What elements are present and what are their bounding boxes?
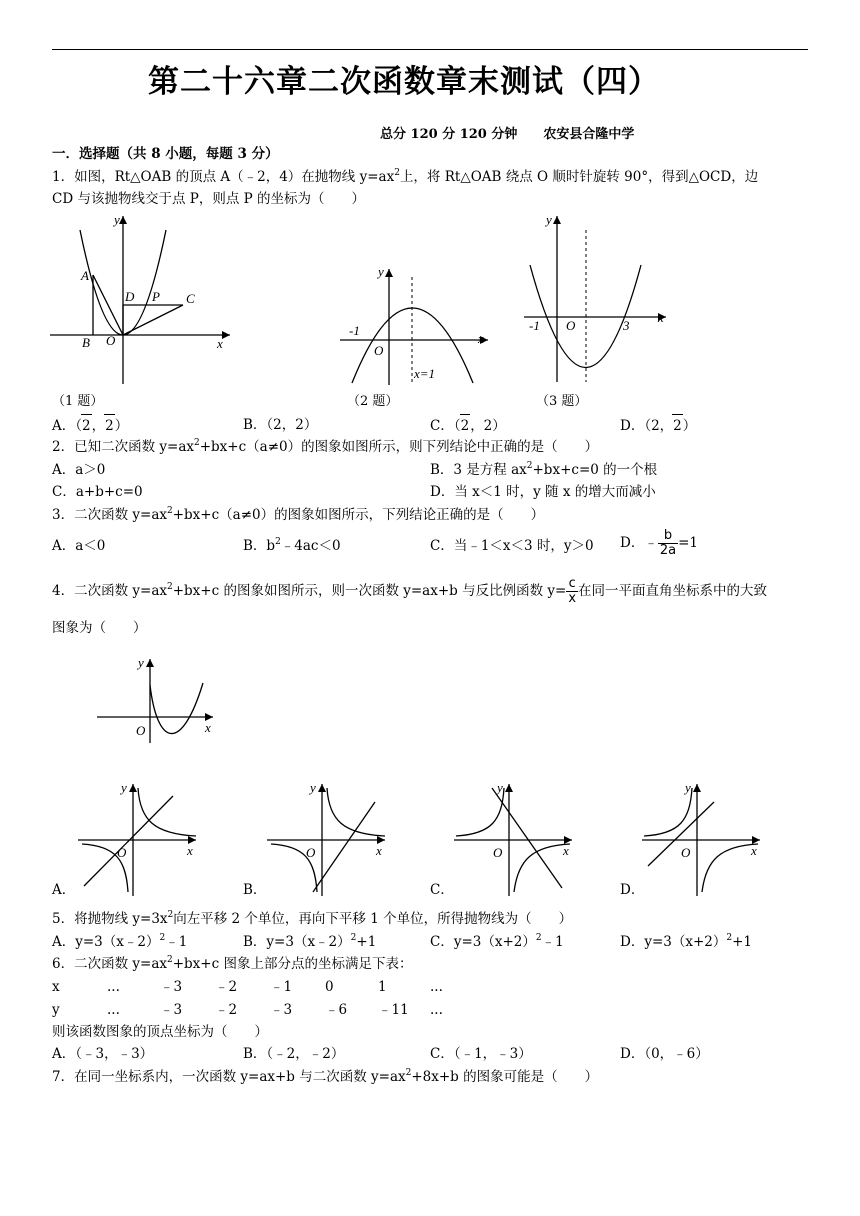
- fig4-origin: O: [136, 723, 146, 738]
- q2-option-b[interactable]: B．3 是方程 $ax^2+bx+c=0$ 的一个根: [430, 461, 658, 478]
- q4-stem: 4．二次函数 $y=ax^2+bx+c$ 的图象如图所示，则一次函数 y=ax+b 与反比例函数 y= $\frac{c}{x}$ 在同一平面直角坐标系中的大致: [52, 576, 768, 606]
- q1-option-c[interactable]: C．（2，2）: [430, 414, 506, 437]
- q5-option-d[interactable]: D．$y=3(x+2)^2+1$: [620, 933, 753, 950]
- q1-option-d[interactable]: D．（2，2）: [620, 414, 696, 437]
- fig3-minus-one: -1: [529, 318, 540, 333]
- q4-figure-d: [640, 780, 768, 898]
- fig2-axis-label: x=1: [414, 366, 436, 381]
- figure-q3: [520, 210, 672, 388]
- table-cell: ...: [107, 1002, 120, 1018]
- q4-option-c[interactable]: C．: [430, 882, 454, 898]
- q6-option-c[interactable]: C．（﹣1，﹣3）: [430, 1046, 532, 1062]
- q3-stem: 3．二次函数 $y=ax^2+bx+c(a\ne 0)$的图象如图所示，下列结论正确的是（ ）: [52, 506, 545, 523]
- q1-option-a[interactable]: A．（2，2）: [52, 414, 128, 437]
- figure-q1: [50, 212, 240, 390]
- table-cell: ﹣3: [270, 1002, 293, 1018]
- q4-figure-b: [265, 780, 393, 898]
- svg-text:x: x: [563, 843, 569, 858]
- figure-caption-1: （1 题）: [52, 394, 104, 409]
- q1-stem-line1: 1．如图，Rt△OAB 的顶点 A（﹣2，4）在抛物线 $y=ax^2$上，将 Rt△OAB 绕点 O 顺时针旋转 90°，得到△OCD，边: [52, 168, 759, 185]
- fig4-y-label: y: [138, 655, 144, 670]
- q3-option-b[interactable]: B．$b^2﹣4ac<0$: [243, 537, 341, 554]
- svg-text:y: y: [310, 780, 316, 795]
- q5-option-c[interactable]: C．$y=3(x+2)^2﹣1$: [430, 933, 564, 950]
- q4-option-a[interactable]: A．: [52, 882, 76, 898]
- q6-option-b[interactable]: B．（﹣2，﹣2）: [243, 1046, 345, 1062]
- svg-text:y: y: [497, 780, 503, 795]
- svg-text:O: O: [681, 845, 691, 860]
- page-title: 第二十六章二次函数章末测试（四）: [148, 64, 660, 100]
- fig2-minus-one: -1: [349, 323, 360, 338]
- table-cell: ﹣3: [160, 979, 183, 995]
- fig1-x-label: x: [217, 336, 223, 351]
- fig3-y-label: y: [546, 212, 552, 227]
- q3-option-a[interactable]: A．a＜0: [52, 538, 106, 554]
- table-cell: y: [52, 1002, 60, 1018]
- q1-option-b[interactable]: B．（2，2）: [243, 417, 318, 433]
- q2-option-a[interactable]: A．a＞0: [52, 462, 106, 478]
- table-cell: 0: [325, 979, 334, 995]
- table-cell: 1: [378, 979, 387, 995]
- table-cell: ﹣1: [270, 979, 293, 995]
- q2-option-c[interactable]: C．a+b+c=0: [52, 484, 143, 500]
- q3-option-d[interactable]: D．﹣ $\frac{b}{2a}$ =1: [620, 528, 698, 558]
- fig2-origin: O: [374, 343, 384, 358]
- fig2-x-label: x: [478, 331, 484, 346]
- table-cell: ...: [430, 1002, 443, 1018]
- fig3-origin: O: [566, 318, 576, 333]
- q6-option-d[interactable]: D．（0，﹣6）: [620, 1046, 709, 1062]
- fig1-point-C: C: [186, 291, 195, 306]
- q6-table: [52, 976, 472, 1022]
- figure-q4: [95, 655, 220, 745]
- svg-text:O: O: [493, 845, 503, 860]
- q1-stem-line2: CD 与该抛物线交于点 P，则点 P 的坐标为（ ）: [52, 191, 365, 207]
- q5-option-a[interactable]: A．y=3（x﹣2）$^2$﹣1: [52, 933, 188, 950]
- figure-caption-2: （2 题）: [347, 394, 399, 409]
- school-name: 农安县合隆中学: [543, 127, 635, 142]
- q6-option-a[interactable]: A．（﹣3，﹣3）: [52, 1046, 154, 1062]
- table-cell: ﹣6: [325, 1002, 348, 1018]
- exam-total: 总分 120 分 120 分钟: [380, 127, 518, 142]
- fig1-point-P: P: [152, 289, 160, 304]
- fig1-point-D: D: [125, 289, 135, 304]
- fig3-x-label: x: [658, 310, 664, 325]
- q5-stem: 5．将抛物线 $y=3x^2$向左平移 2 个单位，再向下平移 1 个单位，所得抛物线为（ ）: [52, 910, 573, 927]
- q4-option-d[interactable]: D．: [620, 882, 645, 898]
- q3-option-c[interactable]: C．当﹣1＜x＜3 时，y＞0: [430, 538, 594, 554]
- fig2-y-label: y: [378, 264, 384, 279]
- svg-text:x: x: [376, 843, 382, 858]
- table-cell: ﹣3: [160, 1002, 183, 1018]
- table-cell: ﹣2: [215, 979, 238, 995]
- fig1-y-label: y: [114, 212, 120, 227]
- q7-stem: 7．在同一坐标系内，一次函数 y=ax+b 与二次函数 $y=ax^2+8x+b$ 的图象可能是（ ）: [52, 1068, 599, 1085]
- svg-text:y: y: [685, 780, 691, 795]
- figure-caption-3: （3 题）: [536, 394, 588, 409]
- q5-option-b[interactable]: B．y=3（x﹣2）$^2$+1: [243, 933, 377, 950]
- table-cell: ﹣11: [378, 1002, 409, 1018]
- svg-text:O: O: [117, 845, 127, 860]
- table-cell: x: [52, 979, 60, 995]
- fig3-three: 3: [623, 318, 630, 333]
- q2-option-d[interactable]: D．当 x＜1 时，y 随 x 的增大而减小: [430, 484, 656, 500]
- q6-ask: 则该函数图象的顶点坐标为（ ）: [52, 1024, 268, 1040]
- fig4-x-label: x: [205, 720, 211, 735]
- exam-meta: [380, 123, 660, 142]
- table-cell: ...: [430, 979, 443, 995]
- svg-text:y: y: [121, 780, 127, 795]
- q4-option-b[interactable]: B．: [243, 882, 267, 898]
- q6-stem: 6．二次函数 $y=ax^2+bx+c$ 图象上部分点的坐标满足下表：: [52, 955, 413, 972]
- svg-text:x: x: [751, 843, 757, 858]
- fig1-origin: O: [106, 333, 116, 348]
- q4-stem-line2: 图象为（ ）: [52, 620, 147, 636]
- svg-text:x: x: [187, 843, 193, 858]
- q4-figure-c: [452, 780, 580, 898]
- top-rule: [52, 49, 808, 50]
- section-heading: 一．选择题（共 8 小题，每题 3 分）: [52, 146, 279, 162]
- fig1-point-B: B: [82, 335, 90, 350]
- table-cell: ﹣2: [215, 1002, 238, 1018]
- q2-stem: 2．已知二次函数 $y=ax^2+bx+c(a\ne 0)$的图象如图所示，则下列结论中正确的是（ ）: [52, 438, 599, 455]
- table-cell: ...: [107, 979, 120, 995]
- fig1-point-A: A: [81, 268, 89, 283]
- q4-figure-a: [76, 780, 204, 898]
- figure-q2: [340, 263, 495, 388]
- svg-text:O: O: [306, 845, 316, 860]
